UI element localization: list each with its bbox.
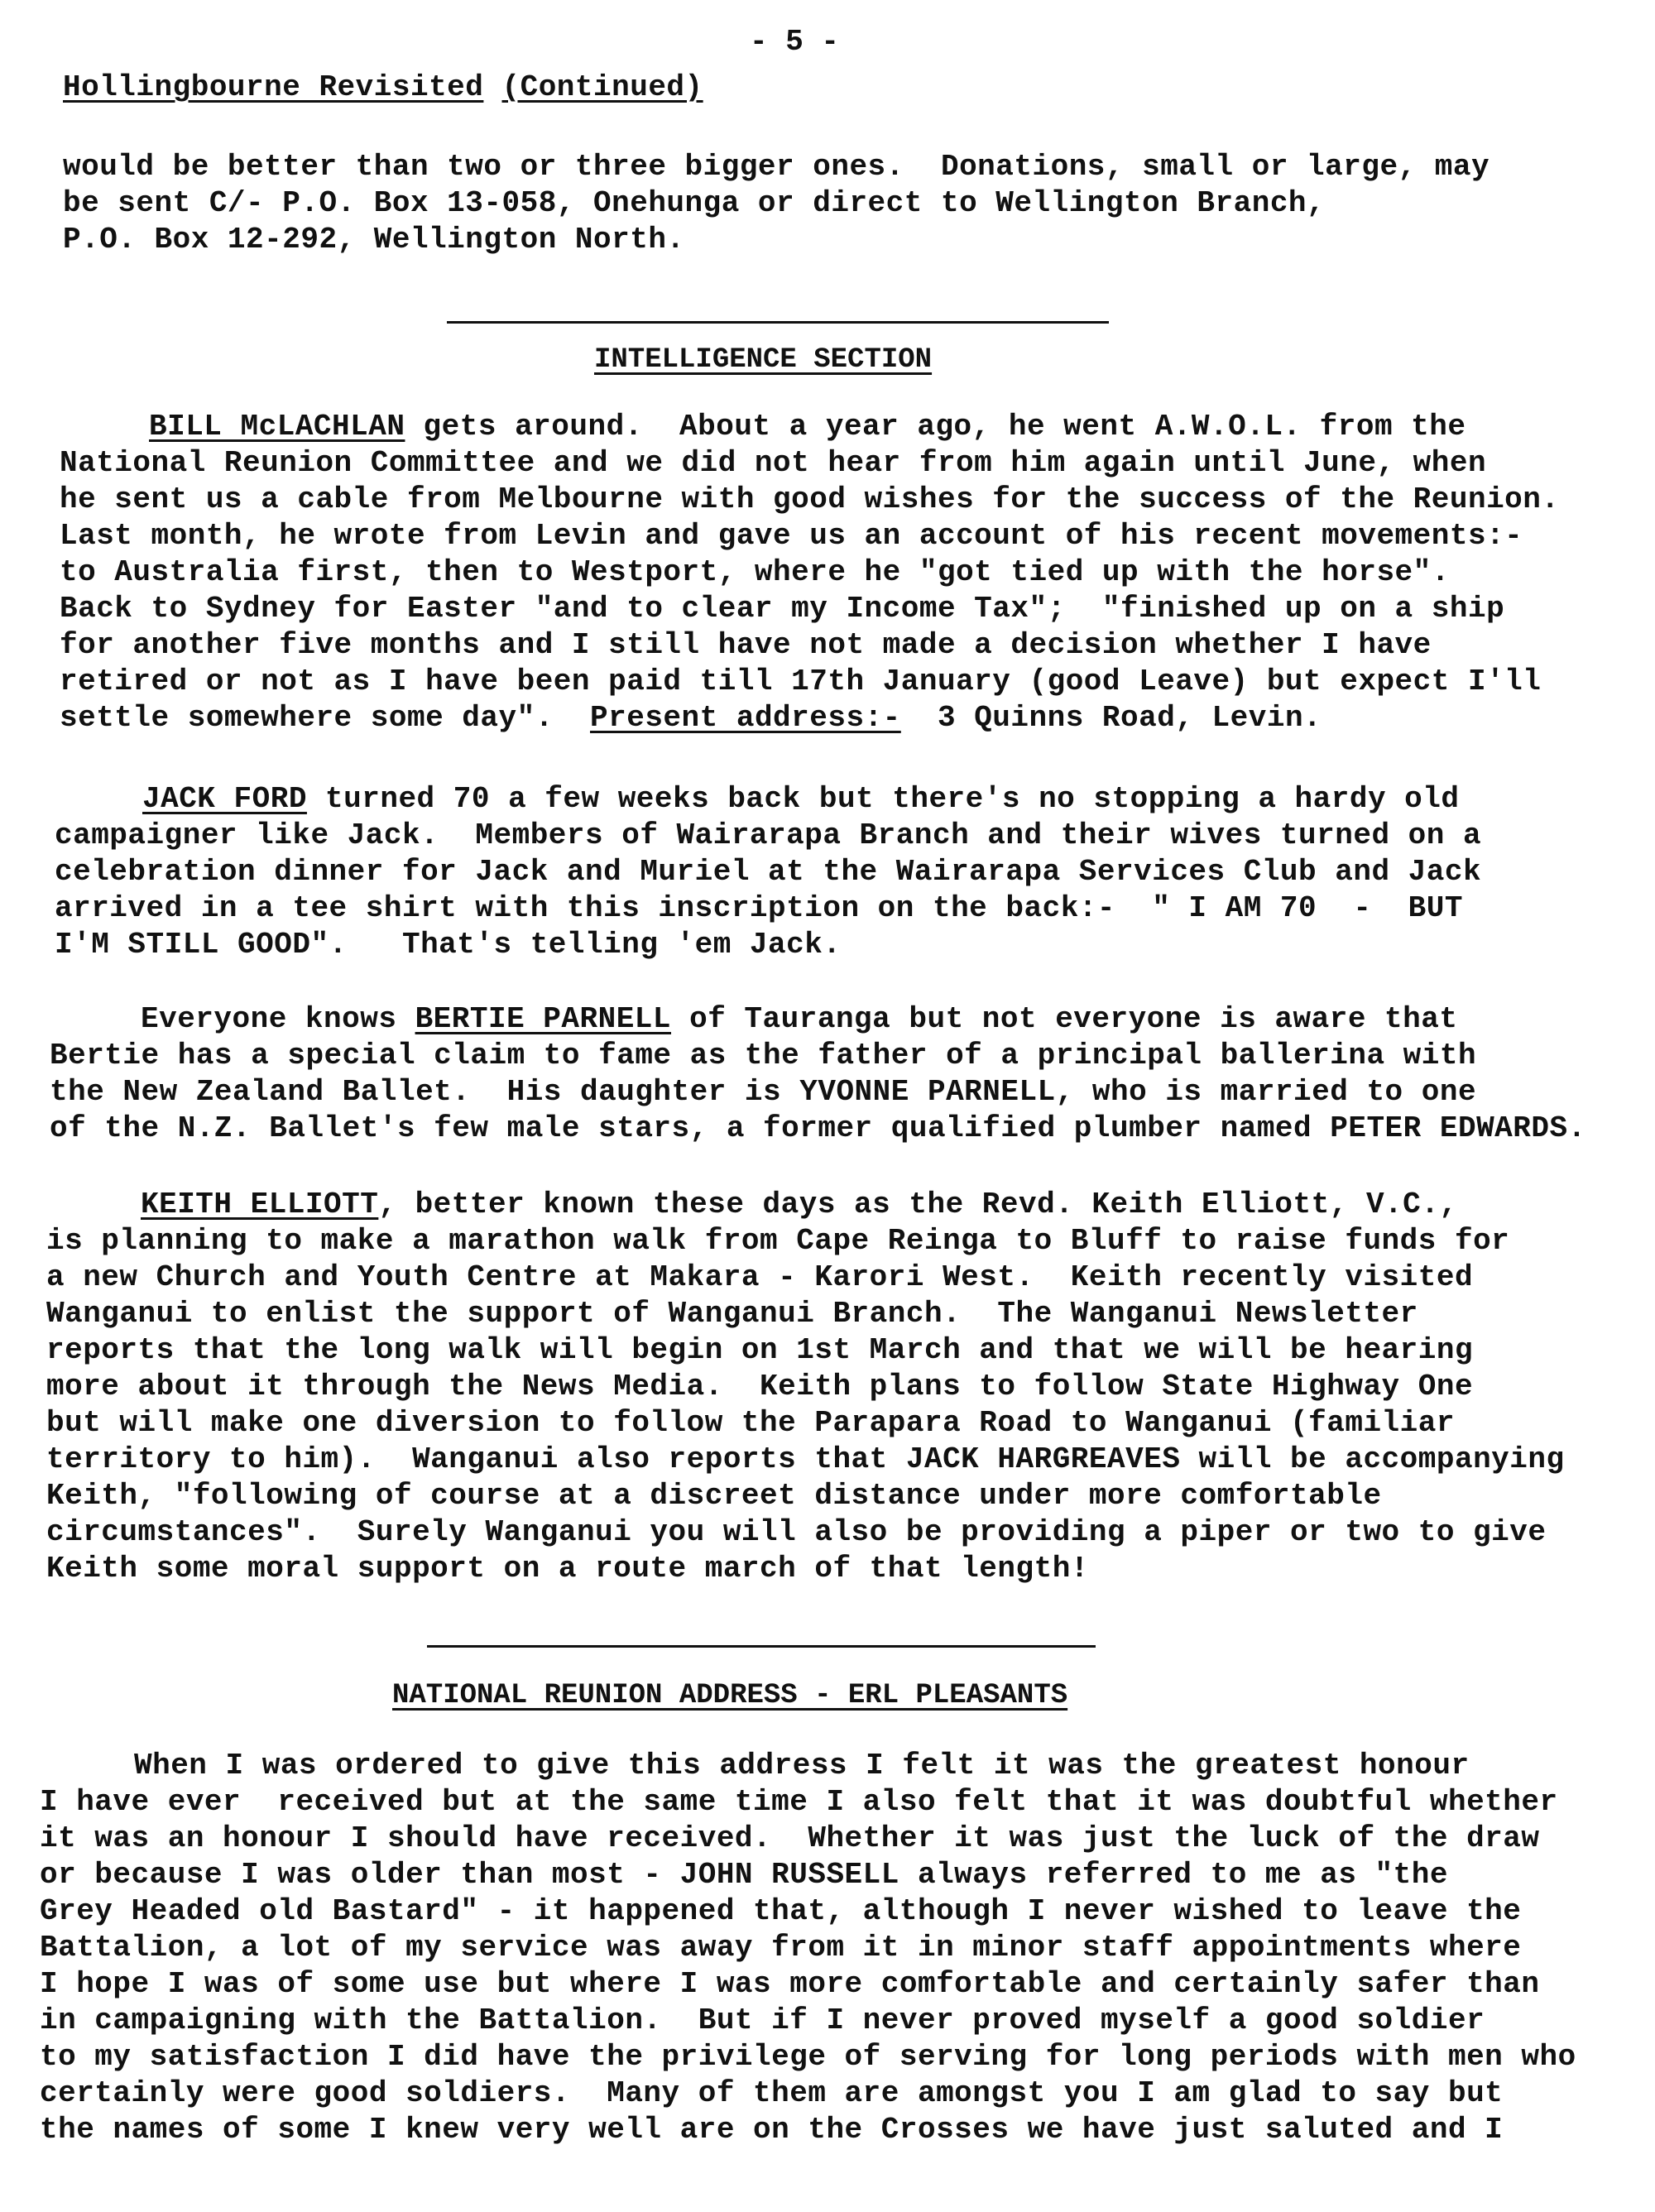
mclachlan-line: Back to Sydney for Easter "and to clear my Income Tax"; "finished up on a ship [60,592,1505,626]
mclachlan-line: to Australia first, then to Westport, where he "got tied up with the horse". [60,555,1450,589]
running-head-suffix: (Continued) [501,70,703,104]
elliott-line: is planning to make a marathon walk from Cape Reinga to Bluff to raise funds for [46,1224,1510,1258]
address-value: 3 Quinns Road, Levin. [900,701,1322,735]
elliott-line: but will make one diversion to follow the Parapara Road to Wanganui (familiar [46,1406,1455,1440]
mclachlan-line: Last month, he wrote from Levin and gave us an account of his recent movements:- [60,519,1523,553]
elliott-line: circumstances". Surely Wanganui you will also be providing a piper or two to give [46,1515,1547,1549]
elliott-line: Wanganui to enlist the support of Wanganui Branch. The Wanganui Newsletter [46,1297,1418,1331]
reunion-line: in campaigning with the Battalion. But if I never proved myself a good soldier [40,2003,1485,2037]
reunion-line: or because I was older than most - JOHN RUSSELL always referred to me as "the [40,1858,1448,1892]
elliott-line: territory to him). Wanganui also reports that JACK HARGREAVES will be accompanying [46,1442,1565,1476]
ford-first-line: JACK FORD turned 70 a few weeks back but there's no stopping a hardy old [142,782,1460,816]
parnell-line: of the N.Z. Ballet's few male stars, a former qualified plumber named PETER EDWARDS. [50,1111,1586,1145]
section-divider [447,321,1109,324]
mclachlan-name: BILL McLACHLAN [149,410,405,444]
reunion-line: to my satisfaction I did have the privilege of serving for long periods with men who [40,2040,1576,2074]
mclachlan-line: he sent us a cable from Melbourne with good wishes for the success of the Reunion. [60,482,1560,516]
reunion-line: the names of some I knew very well are on the Crosses we have just saluted and I [40,2113,1504,2147]
parnell-name: BERTIE PARNELL [415,1002,672,1036]
ford-line: arrived in a tee shirt with this inscription on the back:- " I AM 70 - BUT [55,891,1463,925]
intro-line-1: would be better than two or three bigger ones. Donations, small or large, may [63,150,1490,184]
running-head-title: Hollingbourne Revisited [63,70,484,104]
intro-line-3: P.O. Box 12-292, Wellington North. [63,223,685,257]
reunion-line: certainly were good soldiers. Many of them are amongst you I am glad to say but [40,2076,1504,2110]
reunion-line: Battalion, a lot of my service was away from it in minor staff appointments where [40,1931,1522,1965]
parnell-first-line: Everyone knows BERTIE PARNELL of Tauranga but not everyone is aware that [141,1002,1458,1036]
reunion-line: I hope I was of some use but where I was more comfortable and certainly safer than [40,1967,1540,2001]
parnell-line: Bertie has a special claim to fame as the father of a principal ballerina with [50,1039,1477,1072]
elliott-first-line: KEITH ELLIOTT, better known these days as the Revd. Keith Elliott, V.C., [141,1188,1458,1221]
elliott-name: KEITH ELLIOTT [141,1188,379,1221]
parnell-line: the New Zealand Ballet. His daughter is YVONNE PARNELL, who is married to one [50,1075,1477,1109]
address-label: Present address:- [590,701,901,735]
elliott-line: Keith some moral support on a route march of that length! [46,1552,1089,1586]
mclachlan-line: National Reunion Committee and we did not hear from him again until June, when [60,446,1487,480]
page-number: - 5 - [749,25,840,59]
mclachlan-last-line: settle somewhere some day". Present address:- 3 Quinns Road, Levin. [60,701,1322,735]
mclachlan-first-line: BILL McLACHLAN gets around. About a year ago, he went A.W.O.L. from the [149,410,1466,444]
ford-line: celebration dinner for Jack and Muriel at the Wairarapa Services Club and Jack [55,855,1482,889]
section-divider [427,1645,1096,1648]
elliott-line: reports that the long walk will begin on 1st March and that we will be hearing [46,1333,1474,1367]
ford-name: JACK FORD [142,782,307,816]
elliott-line: Keith, "following of course at a discreet distance under more comfortable [46,1479,1382,1513]
elliott-line: a new Church and Youth Centre at Makara - Karori West. Keith recently visited [46,1260,1474,1294]
mclachlan-line: retired or not as I have been paid till 17th January (good Leave) but expect I'll [60,665,1542,698]
reunion-line: When I was ordered to give this address I felt it was the greatest honour [134,1749,1470,1783]
reunion-line: Grey Headed old Bastard" - it happened that, although I never wished to leave the [40,1894,1522,1928]
intro-line-2: be sent C/- P.O. Box 13-058, Onehunga or direct to Wellington Branch, [63,186,1326,220]
reunion-line: it was an honour I should have received. Whether it was just the luck of the draw [40,1821,1540,1855]
running-head [63,70,703,106]
reunion-line: I have ever received but at the same time I also felt that it was doubtful whether [40,1785,1558,1819]
ford-line: campaigner like Jack. Members of Wairarapa Branch and their wives turned on a [55,818,1482,852]
ford-line: I'M STILL GOOD". That's telling 'em Jack. [55,928,842,962]
intelligence-heading: INTELLIGENCE SECTION [594,344,933,376]
reunion-heading: NATIONAL REUNION ADDRESS - ERL PLEASANTS [392,1680,1068,1711]
mclachlan-line: for another five months and I still have not made a decision whether I have [60,628,1432,662]
elliott-line: more about it through the News Media. Keith plans to follow State Highway One [46,1370,1474,1403]
